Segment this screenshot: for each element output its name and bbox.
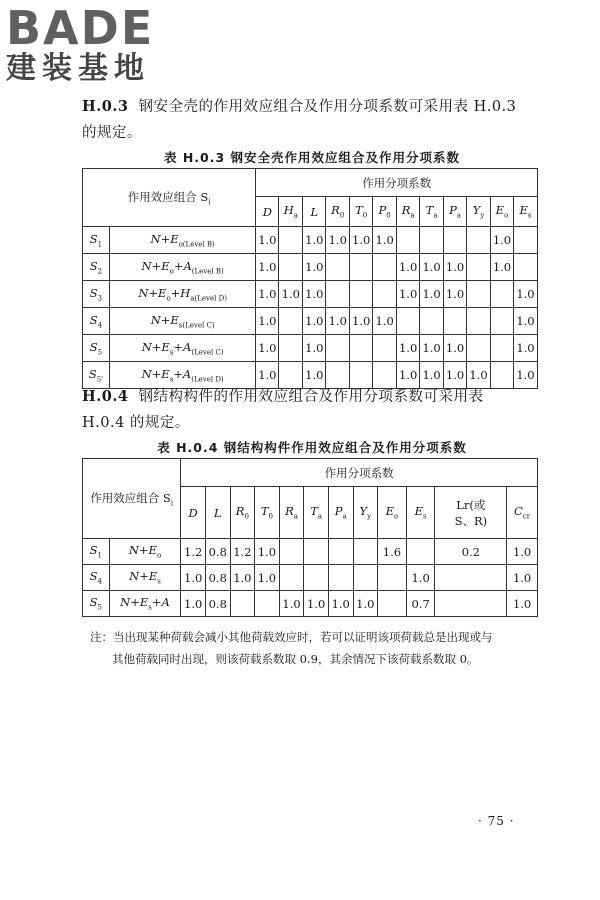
factor-cell: 1.0 bbox=[397, 362, 420, 389]
row-expression: $N+E_s+A_{(Level D)}$ bbox=[109, 362, 255, 389]
factor-cell bbox=[373, 335, 397, 362]
table-h03-caption: 表 H.0.3 钢安全壳作用效应组合及作用分项系数 bbox=[163, 150, 461, 165]
factor-cell: 1.0 bbox=[507, 539, 538, 565]
factor-cell: 1.0 bbox=[397, 254, 420, 281]
factor-cell: 1.0 bbox=[444, 362, 467, 389]
factor-cell: 1.0 bbox=[255, 565, 280, 591]
factor-cell: 1.0 bbox=[256, 362, 279, 389]
row-id: $S_4$ bbox=[83, 565, 110, 591]
factor-cell: 1.0 bbox=[181, 591, 206, 617]
factor-cell: 1.0 bbox=[373, 227, 397, 254]
group-header: 作用分项系数 bbox=[256, 169, 538, 197]
logo-brand-text: BADE bbox=[6, 1, 155, 55]
table-row bbox=[83, 281, 538, 308]
factor-cell bbox=[350, 335, 373, 362]
factor-cell: 1.0 bbox=[406, 565, 435, 591]
factor-cell: 1.0 bbox=[256, 254, 279, 281]
factor-cell bbox=[230, 591, 255, 617]
factor-cell: 1.0 bbox=[326, 308, 350, 335]
section-line2: H.0.4 的规定。 bbox=[82, 415, 190, 431]
table-row bbox=[83, 308, 538, 335]
section-number: H.0.3 bbox=[82, 98, 129, 115]
factor-cell bbox=[328, 539, 353, 565]
column-header: $T_a$ bbox=[304, 487, 329, 539]
factor-cell bbox=[304, 539, 329, 565]
row-expression: $N+E_o+H_{a(Level D)}$ bbox=[109, 281, 255, 308]
factor-cell: 1.0 bbox=[420, 335, 444, 362]
factor-cell bbox=[279, 308, 303, 335]
table-note bbox=[90, 626, 560, 670]
column-header: D bbox=[256, 197, 279, 227]
factor-cell bbox=[378, 565, 407, 591]
factor-cell: 0.2 bbox=[435, 539, 507, 565]
factor-cell bbox=[513, 254, 537, 281]
factor-cell bbox=[350, 281, 373, 308]
table-h03 bbox=[82, 168, 538, 389]
factor-cell: 1.0 bbox=[507, 591, 538, 617]
factor-cell: 1.0 bbox=[513, 335, 537, 362]
row-id: $S_2$ bbox=[83, 254, 110, 281]
column-header: $P_0$ bbox=[373, 197, 397, 227]
column-header: $T_a$ bbox=[420, 197, 444, 227]
factor-cell: 1.0 bbox=[304, 591, 329, 617]
factor-cell bbox=[435, 565, 507, 591]
factor-cell: 1.0 bbox=[467, 362, 491, 389]
row-expression: $N+E_s+A$ bbox=[109, 591, 181, 617]
row-id: $S_5$ bbox=[83, 335, 110, 362]
column-header: $T_0$ bbox=[255, 487, 280, 539]
section-line1: 钢安全壳的作用效应组合及作用分项系数可采用表 H.0.3 bbox=[138, 99, 517, 115]
column-header: $E_o$ bbox=[490, 197, 513, 227]
factor-cell bbox=[353, 565, 378, 591]
factor-cell: 1.0 bbox=[255, 539, 280, 565]
factor-cell: 1.0 bbox=[420, 362, 444, 389]
factor-cell: 1.0 bbox=[256, 281, 279, 308]
factor-cell: 1.0 bbox=[397, 335, 420, 362]
factor-cell: 1.2 bbox=[181, 539, 206, 565]
factor-cell bbox=[467, 227, 491, 254]
factor-cell bbox=[467, 308, 491, 335]
factor-cell: 1.0 bbox=[256, 308, 279, 335]
factor-cell bbox=[350, 254, 373, 281]
row-expression: $N+E_o$ bbox=[109, 539, 181, 565]
row-id: $S_5$ bbox=[83, 591, 110, 617]
factor-cell: 1.0 bbox=[444, 335, 467, 362]
factor-cell bbox=[467, 281, 491, 308]
column-header: $P_a$ bbox=[444, 197, 467, 227]
column-header: $E_s$ bbox=[513, 197, 537, 227]
section-h04-text bbox=[82, 384, 542, 436]
factor-cell: 1.0 bbox=[279, 281, 303, 308]
factor-cell bbox=[444, 227, 467, 254]
factor-cell: 1.0 bbox=[444, 281, 467, 308]
factor-cell bbox=[397, 227, 420, 254]
note-line2: 其他荷载同时出现，则该荷载系数取 0.9，其余情况下该荷载系数取 0。 bbox=[112, 652, 479, 666]
factor-cell: 0.8 bbox=[205, 591, 230, 617]
factor-cell: 1.0 bbox=[444, 254, 467, 281]
column-header: L bbox=[303, 197, 326, 227]
page-number: · 75 · bbox=[478, 814, 515, 828]
corner-header: 作用效应组合 $S_i$ bbox=[83, 459, 181, 539]
factor-cell: 1.0 bbox=[279, 591, 304, 617]
table-row bbox=[83, 254, 538, 281]
factor-cell: 1.0 bbox=[326, 227, 350, 254]
factor-cell: 1.0 bbox=[303, 227, 326, 254]
factor-cell bbox=[513, 227, 537, 254]
column-header: $C_{cr}$ bbox=[507, 487, 538, 539]
factor-cell: 1.0 bbox=[303, 308, 326, 335]
factor-cell: 1.0 bbox=[490, 254, 513, 281]
table-row bbox=[83, 591, 538, 617]
corner-header: 作用效应组合 $S_i$ bbox=[83, 169, 256, 227]
factor-cell bbox=[467, 254, 491, 281]
column-header: $Y_y$ bbox=[353, 487, 378, 539]
factor-cell bbox=[328, 565, 353, 591]
factor-cell: 1.0 bbox=[397, 281, 420, 308]
column-header: $Y_y$ bbox=[467, 197, 491, 227]
factor-cell: 1.0 bbox=[373, 308, 397, 335]
row-expression: $N+E_s+A_{(Level C)}$ bbox=[109, 335, 255, 362]
factor-cell: 1.0 bbox=[303, 362, 326, 389]
row-expression: $N+E_s$ bbox=[109, 565, 181, 591]
factor-cell bbox=[373, 254, 397, 281]
column-header: $H_a$ bbox=[279, 197, 303, 227]
factor-cell: 1.0 bbox=[507, 565, 538, 591]
factor-cell bbox=[490, 308, 513, 335]
column-header: $R_a$ bbox=[397, 197, 420, 227]
factor-cell: 1.0 bbox=[303, 335, 326, 362]
factor-cell: 0.8 bbox=[205, 539, 230, 565]
factor-cell: 1.0 bbox=[230, 565, 255, 591]
column-header: $T_0$ bbox=[350, 197, 373, 227]
factor-cell bbox=[255, 591, 280, 617]
factor-cell: 1.0 bbox=[513, 281, 537, 308]
factor-cell bbox=[279, 335, 303, 362]
factor-cell bbox=[467, 335, 491, 362]
factor-cell bbox=[326, 335, 350, 362]
table-row bbox=[83, 335, 538, 362]
factor-cell: 1.0 bbox=[353, 591, 378, 617]
column-header: $E_s$ bbox=[406, 487, 435, 539]
factor-cell: 1.0 bbox=[350, 227, 373, 254]
factor-cell: 1.0 bbox=[303, 254, 326, 281]
factor-cell bbox=[279, 227, 303, 254]
factor-cell: 1.0 bbox=[181, 565, 206, 591]
factor-cell bbox=[420, 308, 444, 335]
factor-cell bbox=[490, 335, 513, 362]
factor-cell: 1.0 bbox=[256, 227, 279, 254]
factor-cell: 1.0 bbox=[490, 227, 513, 254]
table-h04 bbox=[82, 458, 538, 617]
table-row bbox=[83, 539, 538, 565]
column-header: Lr(或 S、R) bbox=[435, 487, 507, 539]
factor-cell bbox=[279, 565, 304, 591]
factor-cell: 1.0 bbox=[303, 281, 326, 308]
table-row bbox=[83, 565, 538, 591]
factor-cell: 0.8 bbox=[205, 565, 230, 591]
table-h04-caption: 表 H.0.4 钢结构构件作用效应组合及作用分项系数 bbox=[157, 440, 467, 455]
factor-cell: 1.0 bbox=[420, 281, 444, 308]
factor-cell: 1.6 bbox=[378, 539, 407, 565]
factor-cell bbox=[304, 565, 329, 591]
column-header: $R_0$ bbox=[326, 197, 350, 227]
factor-cell bbox=[490, 281, 513, 308]
factor-cell: 1.0 bbox=[420, 254, 444, 281]
factor-cell: 1.0 bbox=[513, 308, 537, 335]
brand-logo bbox=[6, 1, 186, 86]
row-id: $S_3$ bbox=[83, 281, 110, 308]
note-line1: 注：当出现某种荷载会减小其他荷载效应时，若可以证明该项荷载总是出现或与 bbox=[90, 630, 493, 644]
factor-cell bbox=[406, 539, 435, 565]
column-header: D bbox=[181, 487, 206, 539]
group-header: 作用分项系数 bbox=[181, 459, 538, 487]
column-header: L bbox=[205, 487, 230, 539]
factor-cell: 1.0 bbox=[256, 335, 279, 362]
section-h03-text bbox=[82, 94, 542, 146]
factor-cell bbox=[279, 254, 303, 281]
row-expression: $N+E_o+A_{(Level B)}$ bbox=[109, 254, 255, 281]
section-line2: 的规定。 bbox=[82, 125, 142, 141]
factor-cell bbox=[326, 281, 350, 308]
factor-cell bbox=[435, 591, 507, 617]
section-number: H.0.4 bbox=[82, 388, 129, 405]
logo-name-text: 建装基地 bbox=[6, 51, 150, 86]
table-row bbox=[83, 227, 538, 254]
factor-cell bbox=[353, 539, 378, 565]
row-id: $S_{5'}$ bbox=[83, 362, 110, 389]
factor-cell bbox=[373, 281, 397, 308]
factor-cell bbox=[397, 308, 420, 335]
factor-cell: 1.2 bbox=[230, 539, 255, 565]
factor-cell bbox=[420, 227, 444, 254]
column-header: $E_o$ bbox=[378, 487, 407, 539]
factor-cell bbox=[326, 254, 350, 281]
factor-cell: 1.0 bbox=[513, 362, 537, 389]
factor-cell bbox=[444, 308, 467, 335]
factor-cell: 0.7 bbox=[406, 591, 435, 617]
factor-cell: 1.0 bbox=[350, 308, 373, 335]
column-header: $P_a$ bbox=[328, 487, 353, 539]
column-header: $R_a$ bbox=[279, 487, 304, 539]
row-id: $S_1$ bbox=[83, 227, 110, 254]
row-id: $S_1$ bbox=[83, 539, 110, 565]
row-expression: $N+E_{s(Level C)}$ bbox=[109, 308, 255, 335]
factor-cell bbox=[279, 539, 304, 565]
row-expression: $N+E_{o(Level B)}$ bbox=[109, 227, 255, 254]
row-id: $S_4$ bbox=[83, 308, 110, 335]
section-line1: 钢结构构件的作用效应组合及作用分项系数可采用表 bbox=[138, 389, 484, 405]
column-header: $R_0$ bbox=[230, 487, 255, 539]
factor-cell: 1.0 bbox=[328, 591, 353, 617]
factor-cell bbox=[378, 591, 407, 617]
